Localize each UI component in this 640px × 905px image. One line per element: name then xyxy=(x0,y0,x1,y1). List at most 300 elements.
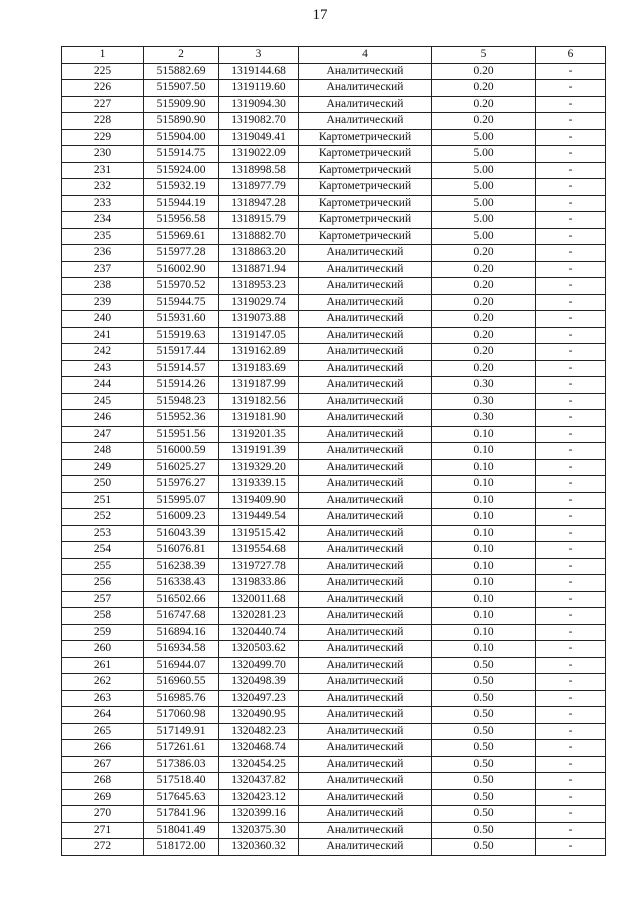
y-coordinate-cell: 1320437.82 xyxy=(219,773,299,790)
note-cell: - xyxy=(536,261,606,278)
y-coordinate-cell: 1319554.68 xyxy=(219,542,299,559)
accuracy-cell: 0.50 xyxy=(432,657,536,674)
table-row xyxy=(62,723,606,740)
point-number-cell: 225 xyxy=(62,63,144,80)
table-row xyxy=(62,245,606,262)
point-number-cell: 248 xyxy=(62,443,144,460)
table-row xyxy=(62,410,606,427)
note-cell: - xyxy=(536,509,606,526)
x-coordinate-cell: 515909.90 xyxy=(144,96,219,113)
table-row xyxy=(62,558,606,575)
method-cell: Аналитический xyxy=(299,690,432,707)
accuracy-cell: 0.20 xyxy=(432,96,536,113)
point-number-cell: 250 xyxy=(62,476,144,493)
table-row xyxy=(62,509,606,526)
y-coordinate-cell: 1320011.68 xyxy=(219,591,299,608)
table-row xyxy=(62,459,606,476)
method-cell: Аналитический xyxy=(299,245,432,262)
method-cell: Аналитический xyxy=(299,723,432,740)
point-number-cell: 240 xyxy=(62,311,144,328)
table-header-row xyxy=(62,47,606,64)
y-coordinate-cell: 1319191.39 xyxy=(219,443,299,460)
x-coordinate-cell: 515890.90 xyxy=(144,113,219,130)
note-cell: - xyxy=(536,443,606,460)
method-cell: Аналитический xyxy=(299,641,432,658)
y-coordinate-cell: 1320482.23 xyxy=(219,723,299,740)
point-number-cell: 235 xyxy=(62,228,144,245)
y-coordinate-cell: 1319147.05 xyxy=(219,327,299,344)
point-number-cell: 249 xyxy=(62,459,144,476)
accuracy-cell: 0.20 xyxy=(432,294,536,311)
y-coordinate-cell: 1318953.23 xyxy=(219,278,299,295)
note-cell: - xyxy=(536,113,606,130)
note-cell: - xyxy=(536,822,606,839)
table-row xyxy=(62,63,606,80)
method-cell: Аналитический xyxy=(299,360,432,377)
x-coordinate-cell: 516985.76 xyxy=(144,690,219,707)
method-cell: Аналитический xyxy=(299,80,432,97)
accuracy-cell: 0.20 xyxy=(432,360,536,377)
note-cell: - xyxy=(536,393,606,410)
table-row xyxy=(62,707,606,724)
note-cell: - xyxy=(536,360,606,377)
x-coordinate-cell: 515952.36 xyxy=(144,410,219,427)
accuracy-cell: 0.10 xyxy=(432,591,536,608)
point-number-cell: 253 xyxy=(62,525,144,542)
point-number-cell: 272 xyxy=(62,839,144,856)
note-cell: - xyxy=(536,146,606,163)
point-number-cell: 251 xyxy=(62,492,144,509)
y-coordinate-cell: 1319339.15 xyxy=(219,476,299,493)
accuracy-cell: 0.10 xyxy=(432,525,536,542)
method-cell: Аналитический xyxy=(299,591,432,608)
y-coordinate-cell: 1318871.94 xyxy=(219,261,299,278)
note-cell: - xyxy=(536,756,606,773)
table-row xyxy=(62,426,606,443)
note-cell: - xyxy=(536,278,606,295)
x-coordinate-cell: 515914.75 xyxy=(144,146,219,163)
accuracy-cell: 0.10 xyxy=(432,575,536,592)
point-number-cell: 252 xyxy=(62,509,144,526)
x-coordinate-cell: 516502.66 xyxy=(144,591,219,608)
note-cell: - xyxy=(536,96,606,113)
x-coordinate-cell: 515969.61 xyxy=(144,228,219,245)
table-row xyxy=(62,393,606,410)
table-row xyxy=(62,261,606,278)
point-number-cell: 229 xyxy=(62,129,144,146)
x-coordinate-cell: 516238.39 xyxy=(144,558,219,575)
point-number-cell: 270 xyxy=(62,806,144,823)
method-cell: Аналитический xyxy=(299,608,432,625)
method-cell: Аналитический xyxy=(299,839,432,856)
y-coordinate-cell: 1318915.79 xyxy=(219,212,299,229)
accuracy-cell: 0.20 xyxy=(432,63,536,80)
accuracy-cell: 0.50 xyxy=(432,822,536,839)
table-row xyxy=(62,360,606,377)
note-cell: - xyxy=(536,327,606,344)
x-coordinate-cell: 515919.63 xyxy=(144,327,219,344)
point-number-cell: 230 xyxy=(62,146,144,163)
accuracy-cell: 0.50 xyxy=(432,806,536,823)
y-coordinate-cell: 1319409.90 xyxy=(219,492,299,509)
accuracy-cell: 0.20 xyxy=(432,245,536,262)
method-cell: Картометрический xyxy=(299,146,432,163)
method-cell: Аналитический xyxy=(299,311,432,328)
accuracy-cell: 5.00 xyxy=(432,129,536,146)
note-cell: - xyxy=(536,525,606,542)
x-coordinate-cell: 516960.55 xyxy=(144,674,219,691)
note-cell: - xyxy=(536,212,606,229)
note-cell: - xyxy=(536,410,606,427)
accuracy-cell: 0.10 xyxy=(432,608,536,625)
accuracy-cell: 0.20 xyxy=(432,327,536,344)
note-cell: - xyxy=(536,657,606,674)
point-number-cell: 242 xyxy=(62,344,144,361)
point-number-cell: 256 xyxy=(62,575,144,592)
x-coordinate-cell: 516002.90 xyxy=(144,261,219,278)
method-cell: Аналитический xyxy=(299,426,432,443)
point-number-cell: 254 xyxy=(62,542,144,559)
note-cell: - xyxy=(536,674,606,691)
point-number-cell: 238 xyxy=(62,278,144,295)
x-coordinate-cell: 515917.44 xyxy=(144,344,219,361)
y-coordinate-cell: 1320499.70 xyxy=(219,657,299,674)
accuracy-cell: 0.20 xyxy=(432,80,536,97)
point-number-cell: 265 xyxy=(62,723,144,740)
y-coordinate-cell: 1319727.78 xyxy=(219,558,299,575)
x-coordinate-cell: 515882.69 xyxy=(144,63,219,80)
table-row xyxy=(62,294,606,311)
table-row xyxy=(62,641,606,658)
x-coordinate-cell: 516894.16 xyxy=(144,624,219,641)
y-coordinate-cell: 1319182.56 xyxy=(219,393,299,410)
point-number-cell: 271 xyxy=(62,822,144,839)
method-cell: Аналитический xyxy=(299,443,432,460)
x-coordinate-cell: 516944.07 xyxy=(144,657,219,674)
point-number-cell: 261 xyxy=(62,657,144,674)
note-cell: - xyxy=(536,492,606,509)
note-cell: - xyxy=(536,839,606,856)
y-coordinate-cell: 1320440.74 xyxy=(219,624,299,641)
method-cell: Аналитический xyxy=(299,393,432,410)
x-coordinate-cell: 515944.19 xyxy=(144,195,219,212)
method-cell: Аналитический xyxy=(299,674,432,691)
x-coordinate-cell: 516076.81 xyxy=(144,542,219,559)
point-number-cell: 227 xyxy=(62,96,144,113)
point-number-cell: 228 xyxy=(62,113,144,130)
table-row xyxy=(62,657,606,674)
accuracy-cell: 0.10 xyxy=(432,426,536,443)
note-cell: - xyxy=(536,806,606,823)
y-coordinate-cell: 1318998.58 xyxy=(219,162,299,179)
table-row xyxy=(62,179,606,196)
column-header: 3 xyxy=(219,47,299,64)
accuracy-cell: 0.10 xyxy=(432,558,536,575)
accuracy-cell: 5.00 xyxy=(432,162,536,179)
note-cell: - xyxy=(536,129,606,146)
column-header: 2 xyxy=(144,47,219,64)
y-coordinate-cell: 1319183.69 xyxy=(219,360,299,377)
point-number-cell: 266 xyxy=(62,740,144,757)
x-coordinate-cell: 515914.26 xyxy=(144,377,219,394)
method-cell: Аналитический xyxy=(299,756,432,773)
table-row xyxy=(62,327,606,344)
method-cell: Картометрический xyxy=(299,162,432,179)
point-number-cell: 259 xyxy=(62,624,144,641)
accuracy-cell: 5.00 xyxy=(432,146,536,163)
x-coordinate-cell: 515977.28 xyxy=(144,245,219,262)
method-cell: Аналитический xyxy=(299,575,432,592)
method-cell: Аналитический xyxy=(299,773,432,790)
point-number-cell: 226 xyxy=(62,80,144,97)
x-coordinate-cell: 516338.43 xyxy=(144,575,219,592)
point-number-cell: 236 xyxy=(62,245,144,262)
table-row xyxy=(62,740,606,757)
method-cell: Аналитический xyxy=(299,558,432,575)
note-cell: - xyxy=(536,740,606,757)
note-cell: - xyxy=(536,707,606,724)
note-cell: - xyxy=(536,459,606,476)
note-cell: - xyxy=(536,575,606,592)
y-coordinate-cell: 1320360.32 xyxy=(219,839,299,856)
table-row xyxy=(62,162,606,179)
method-cell: Аналитический xyxy=(299,476,432,493)
table-row xyxy=(62,789,606,806)
accuracy-cell: 0.30 xyxy=(432,410,536,427)
y-coordinate-cell: 1320503.62 xyxy=(219,641,299,658)
table-row xyxy=(62,344,606,361)
accuracy-cell: 0.30 xyxy=(432,393,536,410)
y-coordinate-cell: 1318882.70 xyxy=(219,228,299,245)
method-cell: Аналитический xyxy=(299,509,432,526)
note-cell: - xyxy=(536,228,606,245)
y-coordinate-cell: 1319029.74 xyxy=(219,294,299,311)
point-number-cell: 269 xyxy=(62,789,144,806)
table-row xyxy=(62,525,606,542)
page-number: 17 xyxy=(312,7,328,23)
point-number-cell: 241 xyxy=(62,327,144,344)
x-coordinate-cell: 516025.27 xyxy=(144,459,219,476)
y-coordinate-cell: 1319119.60 xyxy=(219,80,299,97)
table-row xyxy=(62,228,606,245)
accuracy-cell: 0.10 xyxy=(432,443,536,460)
x-coordinate-cell: 517149.91 xyxy=(144,723,219,740)
point-number-cell: 255 xyxy=(62,558,144,575)
x-coordinate-cell: 515931.60 xyxy=(144,311,219,328)
table-row xyxy=(62,476,606,493)
column-header: 1 xyxy=(62,47,144,64)
y-coordinate-cell: 1319449.54 xyxy=(219,509,299,526)
x-coordinate-cell: 515924.00 xyxy=(144,162,219,179)
column-header: 6 xyxy=(536,47,606,64)
method-cell: Аналитический xyxy=(299,63,432,80)
table-row xyxy=(62,311,606,328)
point-number-cell: 263 xyxy=(62,690,144,707)
accuracy-cell: 0.10 xyxy=(432,542,536,559)
x-coordinate-cell: 517841.96 xyxy=(144,806,219,823)
note-cell: - xyxy=(536,624,606,641)
y-coordinate-cell: 1319187.99 xyxy=(219,377,299,394)
point-number-cell: 232 xyxy=(62,179,144,196)
x-coordinate-cell: 515948.23 xyxy=(144,393,219,410)
y-coordinate-cell: 1318947.28 xyxy=(219,195,299,212)
accuracy-cell: 0.10 xyxy=(432,492,536,509)
table-row xyxy=(62,674,606,691)
accuracy-cell: 5.00 xyxy=(432,179,536,196)
method-cell: Аналитический xyxy=(299,789,432,806)
y-coordinate-cell: 1318863.20 xyxy=(219,245,299,262)
table-row xyxy=(62,146,606,163)
x-coordinate-cell: 517060.98 xyxy=(144,707,219,724)
y-coordinate-cell: 1319515.42 xyxy=(219,525,299,542)
point-number-cell: 267 xyxy=(62,756,144,773)
point-number-cell: 243 xyxy=(62,360,144,377)
accuracy-cell: 0.50 xyxy=(432,674,536,691)
y-coordinate-cell: 1320468.74 xyxy=(219,740,299,757)
method-cell: Аналитический xyxy=(299,96,432,113)
x-coordinate-cell: 515914.57 xyxy=(144,360,219,377)
method-cell: Аналитический xyxy=(299,624,432,641)
table-row xyxy=(62,608,606,625)
table-row xyxy=(62,80,606,97)
note-cell: - xyxy=(536,476,606,493)
accuracy-cell: 0.30 xyxy=(432,377,536,394)
x-coordinate-cell: 516009.23 xyxy=(144,509,219,526)
point-number-cell: 258 xyxy=(62,608,144,625)
table-row xyxy=(62,443,606,460)
note-cell: - xyxy=(536,63,606,80)
accuracy-cell: 0.20 xyxy=(432,261,536,278)
y-coordinate-cell: 1319094.30 xyxy=(219,96,299,113)
y-coordinate-cell: 1319201.35 xyxy=(219,426,299,443)
x-coordinate-cell: 515907.50 xyxy=(144,80,219,97)
note-cell: - xyxy=(536,641,606,658)
y-coordinate-cell: 1320498.39 xyxy=(219,674,299,691)
note-cell: - xyxy=(536,426,606,443)
accuracy-cell: 0.50 xyxy=(432,773,536,790)
accuracy-cell: 5.00 xyxy=(432,195,536,212)
method-cell: Аналитический xyxy=(299,294,432,311)
method-cell: Аналитический xyxy=(299,542,432,559)
y-coordinate-cell: 1320399.16 xyxy=(219,806,299,823)
method-cell: Аналитический xyxy=(299,261,432,278)
y-coordinate-cell: 1318977.79 xyxy=(219,179,299,196)
method-cell: Аналитический xyxy=(299,707,432,724)
point-number-cell: 268 xyxy=(62,773,144,790)
x-coordinate-cell: 515951.56 xyxy=(144,426,219,443)
y-coordinate-cell: 1320497.23 xyxy=(219,690,299,707)
method-cell: Аналитический xyxy=(299,327,432,344)
x-coordinate-cell: 515944.75 xyxy=(144,294,219,311)
accuracy-cell: 0.10 xyxy=(432,509,536,526)
note-cell: - xyxy=(536,377,606,394)
method-cell: Картометрический xyxy=(299,129,432,146)
method-cell: Картометрический xyxy=(299,212,432,229)
table-row xyxy=(62,492,606,509)
accuracy-cell: 0.20 xyxy=(432,113,536,130)
note-cell: - xyxy=(536,80,606,97)
x-coordinate-cell: 516747.68 xyxy=(144,608,219,625)
y-coordinate-cell: 1319022.09 xyxy=(219,146,299,163)
y-coordinate-cell: 1320375.30 xyxy=(219,822,299,839)
method-cell: Аналитический xyxy=(299,278,432,295)
table-row xyxy=(62,690,606,707)
note-cell: - xyxy=(536,789,606,806)
accuracy-cell: 0.50 xyxy=(432,723,536,740)
accuracy-cell: 0.50 xyxy=(432,839,536,856)
y-coordinate-cell: 1319833.86 xyxy=(219,575,299,592)
method-cell: Аналитический xyxy=(299,459,432,476)
table-row xyxy=(62,195,606,212)
accuracy-cell: 0.50 xyxy=(432,740,536,757)
x-coordinate-cell: 515995.07 xyxy=(144,492,219,509)
x-coordinate-cell: 517261.61 xyxy=(144,740,219,757)
note-cell: - xyxy=(536,195,606,212)
method-cell: Аналитический xyxy=(299,525,432,542)
note-cell: - xyxy=(536,690,606,707)
point-number-cell: 245 xyxy=(62,393,144,410)
point-number-cell: 257 xyxy=(62,591,144,608)
accuracy-cell: 0.10 xyxy=(432,641,536,658)
method-cell: Картометрический xyxy=(299,228,432,245)
column-header: 5 xyxy=(432,47,536,64)
table-row xyxy=(62,377,606,394)
note-cell: - xyxy=(536,294,606,311)
point-number-cell: 233 xyxy=(62,195,144,212)
y-coordinate-cell: 1319144.68 xyxy=(219,63,299,80)
note-cell: - xyxy=(536,162,606,179)
accuracy-cell: 5.00 xyxy=(432,212,536,229)
accuracy-cell: 5.00 xyxy=(432,228,536,245)
coordinates-table xyxy=(61,46,606,856)
note-cell: - xyxy=(536,591,606,608)
x-coordinate-cell: 517386.03 xyxy=(144,756,219,773)
method-cell: Картометрический xyxy=(299,179,432,196)
x-coordinate-cell: 518041.49 xyxy=(144,822,219,839)
x-coordinate-cell: 516043.39 xyxy=(144,525,219,542)
method-cell: Аналитический xyxy=(299,492,432,509)
method-cell: Аналитический xyxy=(299,113,432,130)
point-number-cell: 247 xyxy=(62,426,144,443)
accuracy-cell: 0.50 xyxy=(432,789,536,806)
point-number-cell: 239 xyxy=(62,294,144,311)
table-row xyxy=(62,822,606,839)
method-cell: Аналитический xyxy=(299,377,432,394)
note-cell: - xyxy=(536,723,606,740)
accuracy-cell: 0.50 xyxy=(432,707,536,724)
x-coordinate-cell: 516000.59 xyxy=(144,443,219,460)
accuracy-cell: 0.20 xyxy=(432,278,536,295)
table-row xyxy=(62,575,606,592)
x-coordinate-cell: 518172.00 xyxy=(144,839,219,856)
table-row xyxy=(62,806,606,823)
x-coordinate-cell: 517518.40 xyxy=(144,773,219,790)
x-coordinate-cell: 515932.19 xyxy=(144,179,219,196)
accuracy-cell: 0.10 xyxy=(432,476,536,493)
y-coordinate-cell: 1320454.25 xyxy=(219,756,299,773)
x-coordinate-cell: 515904.00 xyxy=(144,129,219,146)
table-row xyxy=(62,591,606,608)
point-number-cell: 234 xyxy=(62,212,144,229)
table-row xyxy=(62,624,606,641)
method-cell: Аналитический xyxy=(299,657,432,674)
y-coordinate-cell: 1320281.23 xyxy=(219,608,299,625)
accuracy-cell: 0.50 xyxy=(432,690,536,707)
accuracy-cell: 0.10 xyxy=(432,624,536,641)
accuracy-cell: 0.20 xyxy=(432,344,536,361)
x-coordinate-cell: 515976.27 xyxy=(144,476,219,493)
accuracy-cell: 0.10 xyxy=(432,459,536,476)
